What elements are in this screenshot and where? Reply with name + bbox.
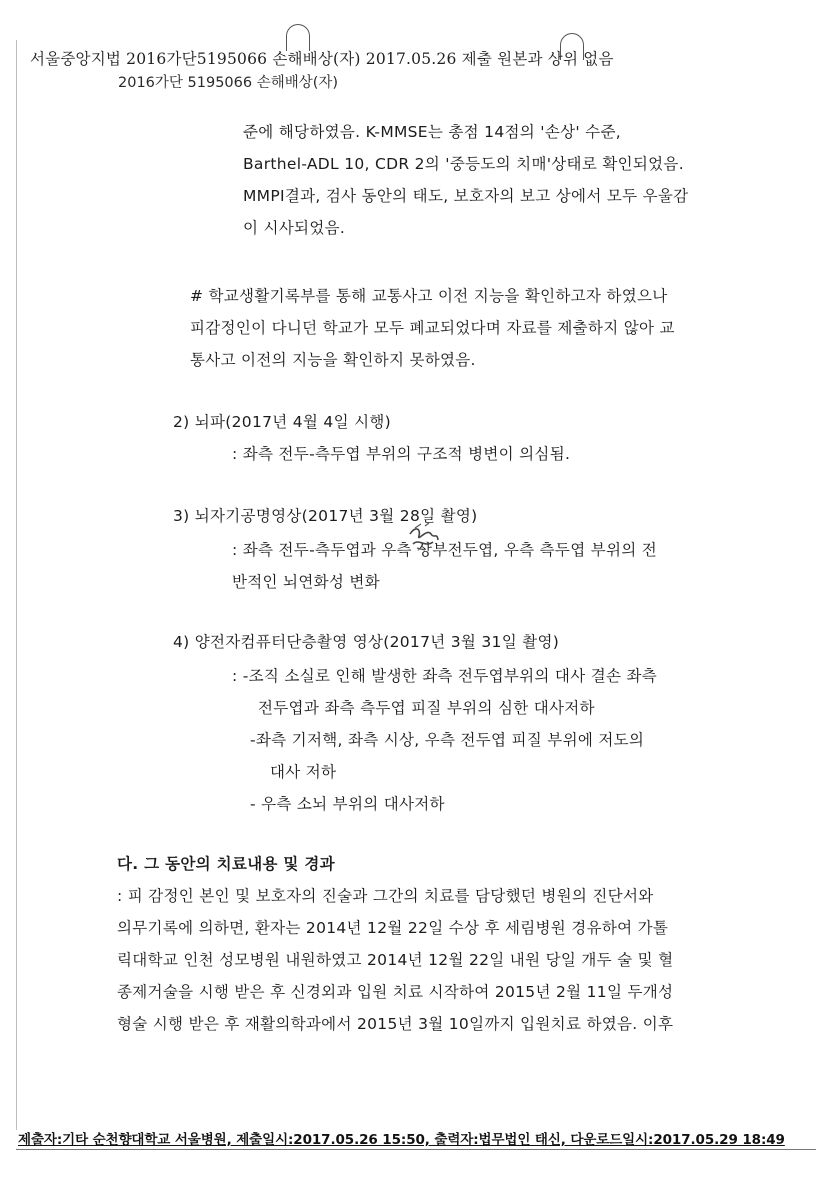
text-line: -좌측 기저핵, 좌측 시상, 우측 전두엽 피질 부위에 저도의: [250, 731, 645, 749]
footer-divider: [16, 1149, 816, 1150]
text-line: 종제거술을 시행 받은 후 신경외과 입원 치료 시작하여 2015년 2월 11일 두개성: [117, 983, 674, 1001]
section-heading: 다. 그 동안의 치료내용 및 경과: [117, 855, 335, 873]
text-line: : 좌측 전두-측두엽 부위의 구조적 병변이 의심됨.: [232, 445, 571, 463]
text-line: 피감정인이 다니던 학교가 모두 폐교되었다며 자료를 제출하지 않아 교: [190, 319, 675, 337]
case-number: 2016가단 5195066 손해배상(자): [118, 75, 339, 91]
text-line: 반적인 뇌연화성 변화: [232, 573, 380, 591]
item-title: 3) 뇌자기공명영상(2017년 3월 28일 촬영): [173, 507, 478, 525]
item-title: 4) 양전자컴퓨터단층촬영 영상(2017년 3월 31일 촬영): [173, 633, 560, 651]
item-title: 2) 뇌파(2017년 4월 4일 시행): [173, 413, 391, 431]
text-line: 대사 저하: [270, 763, 337, 781]
text-line: 통사고 이전의 지능을 확인하지 못하였음.: [190, 351, 476, 369]
text-line: : 좌측 전두-측두엽과 우측 상부전두엽, 우측 측두엽 부위의 전: [232, 541, 658, 559]
text-line: 준에 해당하였음. K-MMSE는 총점 14점의 '손상' 수준,: [243, 123, 621, 141]
text-line: : -조직 소실로 인해 발생한 좌측 전두엽부위의 대사 결손 좌측: [232, 667, 658, 685]
text-line: 릭대학교 인천 성모병원 내원하였고 2014년 12월 22일 내원 당일 개두 술 및 혈: [117, 951, 674, 969]
text-line: 이 시사되었음.: [243, 219, 346, 237]
ink-scribble-mark: [407, 520, 441, 554]
text-line: Barthel-ADL 10, CDR 2의 '중등도의 치매'상태로 확인되었음.: [243, 155, 684, 173]
court-header: 서울중앙지법 2016가단5195066 손해배상(자) 2017.05.26 제출 원본과 상위 없음: [30, 50, 614, 68]
text-line: 의무기록에 의하면, 환자는 2014년 12월 22일 수상 후 세림병원 경유하여 가톨: [117, 919, 669, 937]
text-line: # 학교생활기록부를 통해 교통사고 이전 지능을 확인하고자 하였으나: [190, 287, 668, 305]
text-line: 형술 시행 받은 후 재활의학과에서 2015년 3월 10일까지 입원치료 하였음. 이후: [117, 1015, 674, 1033]
text-line: 전두엽과 좌측 측두엽 피질 부위의 심한 대사저하: [258, 699, 595, 717]
submission-footer: 제출자:기타 순천향대학교 서울병원, 제출일시:2017.05.26 15:50, 출력자:법무법인 태신, 다운로드일시:2017.05.29 18:49: [18, 1132, 785, 1148]
text-line: MMPI결과, 검사 동안의 태도, 보호자의 보고 상에서 모두 우울감: [243, 187, 689, 205]
page-left-edge: [16, 40, 17, 1130]
text-line: - 우측 소뇌 부위의 대사저하: [250, 795, 445, 813]
text-line: : 피 감정인 본인 및 보호자의 진술과 그간의 치료를 담당했던 병원의 진단서와: [117, 887, 654, 905]
